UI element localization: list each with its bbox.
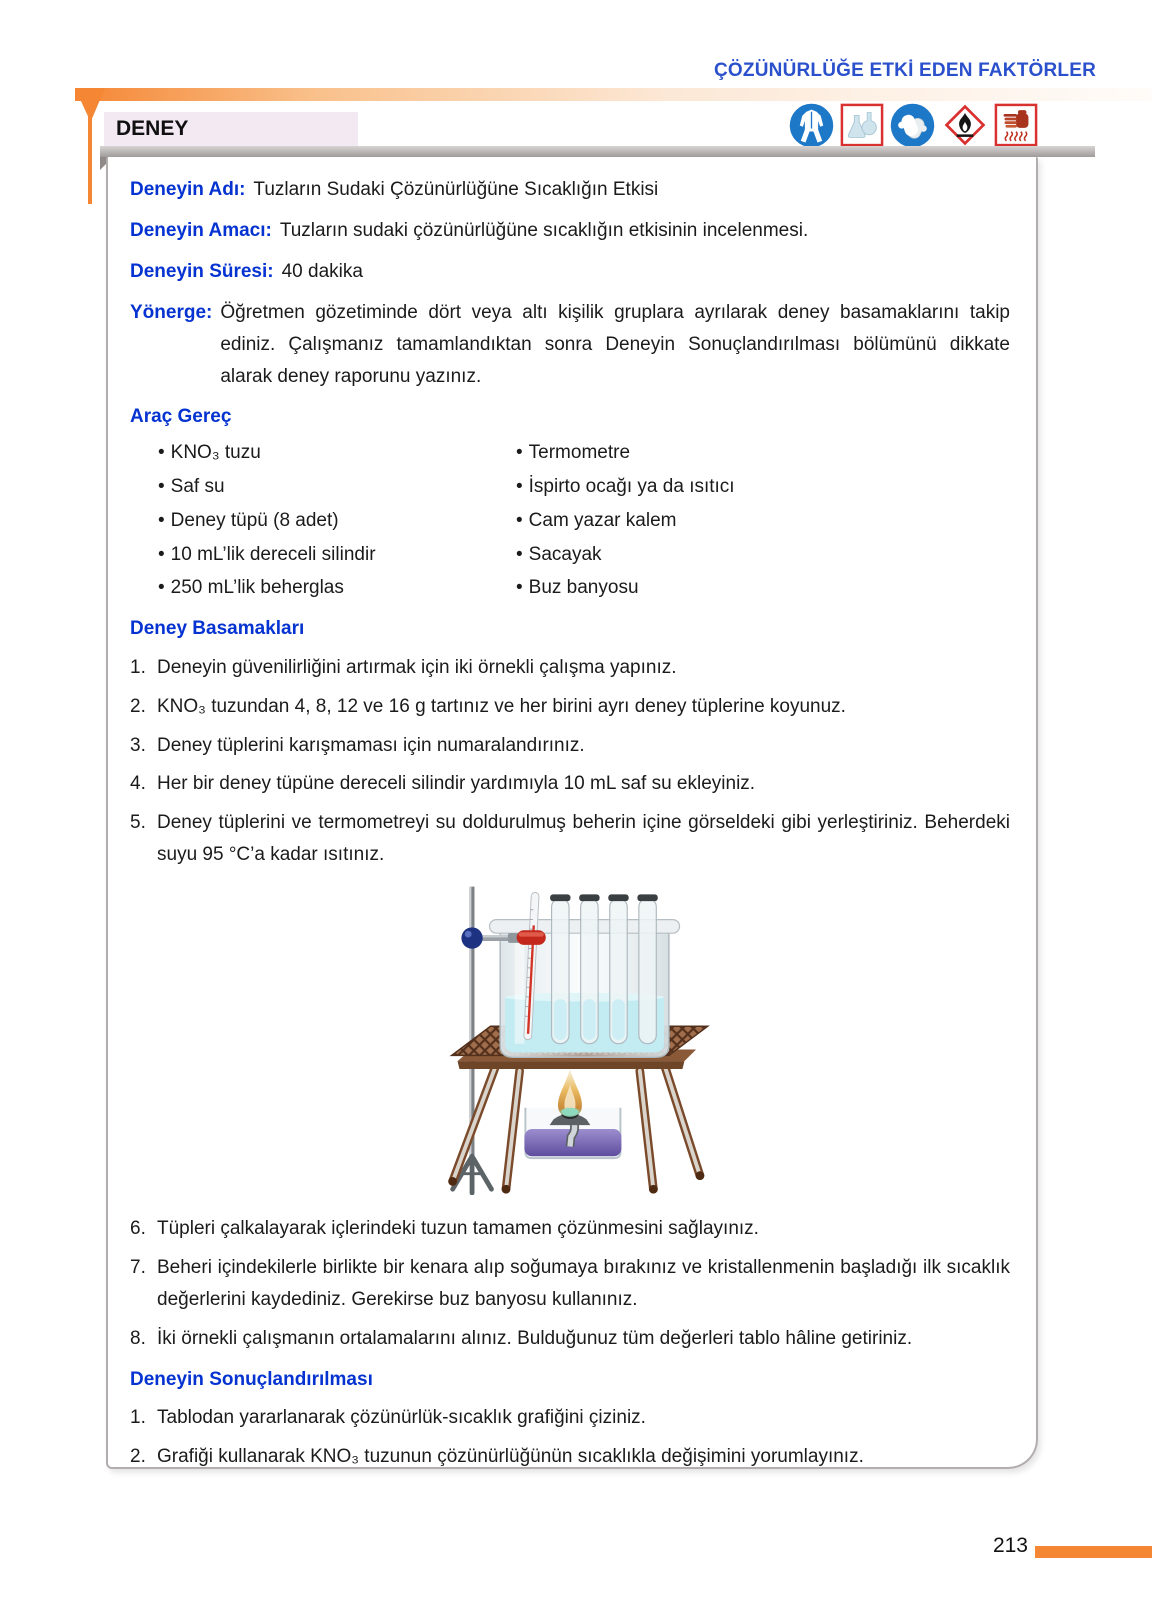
field-experiment-name bbox=[130, 174, 1010, 206]
step-text: Beheri içindekilerle birlikte bir kenara alıp soğumaya bırakınız ve kristallenmenin başladığı ilk sıcaklık değerlerini kaydediniz. Gerekirse buz banyosu kullanınız. bbox=[157, 1257, 1010, 1310]
field-label: Deneyin Adı: bbox=[130, 179, 246, 200]
list-item bbox=[158, 539, 516, 571]
experiment-step bbox=[130, 807, 1010, 871]
list-item-label: 250 mL’lik beherglas bbox=[170, 577, 344, 599]
bullet: • bbox=[516, 543, 523, 565]
bullet: • bbox=[158, 577, 165, 599]
list-item bbox=[516, 471, 1010, 503]
materials-column-left bbox=[158, 435, 516, 605]
list-item bbox=[158, 505, 516, 537]
list-item-label: Termometre bbox=[528, 441, 631, 463]
materials-list bbox=[130, 435, 1010, 605]
list-item bbox=[158, 471, 516, 503]
experiment-step bbox=[130, 691, 1010, 723]
field-value: Öğretmen gözetiminde dört veya altı kişilik gruplara ayrılarak deney basamaklarını takip ediniz. Çalışmanız tamamlandıktan sonra Deneyin Sonuçlandırılması bölümünü dikkate alarak deney raporunu yazınız. bbox=[220, 301, 1010, 387]
list-item-label: KNO₃ tuzu bbox=[170, 441, 261, 463]
experiment-setup-figure bbox=[411, 875, 729, 1195]
field-experiment-aim bbox=[130, 215, 1010, 247]
header-gradient-bar bbox=[75, 88, 1152, 101]
experiment-step bbox=[130, 1252, 1010, 1316]
list-item-label: Buz banyosu bbox=[528, 577, 639, 599]
section-title-materials: Araç Gereç bbox=[130, 406, 232, 428]
experiment-title-label: DENEY bbox=[116, 117, 189, 140]
field-label: Deneyin Süresi: bbox=[130, 260, 274, 282]
bullet: • bbox=[516, 509, 523, 531]
section-title-conclusion: Deneyin Sonuçlandırılması bbox=[130, 1368, 373, 1390]
list-item bbox=[158, 437, 516, 469]
step-text: Her bir deney tüpüne dereceli silindir yardımıyla 10 mL saf su ekleyiniz. bbox=[157, 773, 756, 795]
bullet: • bbox=[158, 543, 165, 565]
list-item-label: Sacayak bbox=[528, 543, 602, 565]
bullet: • bbox=[516, 475, 523, 497]
field-label: Deneyin Amacı: bbox=[130, 219, 272, 241]
flammable-icon bbox=[941, 101, 989, 149]
step-number: 6. bbox=[130, 1218, 146, 1240]
experiment-step bbox=[130, 1323, 1010, 1355]
glassware-icon bbox=[840, 103, 884, 147]
chapter-header: ÇÖZÜNÜRLÜĞE ETKİ EDEN FAKTÖRLER bbox=[714, 60, 1096, 81]
step-number: 3. bbox=[130, 734, 146, 756]
gloves-icon bbox=[889, 102, 936, 149]
field-value: Tuzların Sudaki Çözünürlüğüne Sıcaklığın Etkisi bbox=[253, 179, 659, 200]
field-value: 40 dakika bbox=[281, 260, 363, 282]
step-text: KNO₃ tuzundan 4, 8, 12 ve 16 g tartınız ve her birini ayrı deney tüplerine koyunuz. bbox=[157, 695, 846, 717]
field-label: Yönerge: bbox=[130, 301, 213, 323]
step-text: Tüpleri çalkalayarak içlerindeki tuzun tamamen çözünmesini sağlayınız. bbox=[157, 1218, 759, 1240]
footer-accent-bar bbox=[1035, 1546, 1152, 1558]
burner-flame bbox=[558, 1069, 582, 1117]
list-item-label: Deney tüpü (8 adet) bbox=[170, 509, 339, 531]
page-number: 213 bbox=[992, 1534, 1028, 1557]
conclusion-step bbox=[130, 1441, 1010, 1473]
step-number: 8. bbox=[130, 1327, 146, 1349]
bullet: • bbox=[158, 475, 165, 497]
step-text: İki örnekli çalışmanın ortalamalarını alınız. Bulduğunuz tüm değerleri tablo hâline getiriniz. bbox=[157, 1327, 913, 1349]
test-tube bbox=[608, 895, 628, 1044]
experiment-step bbox=[130, 652, 1010, 684]
step-number: 1. bbox=[130, 1407, 146, 1429]
bullet: • bbox=[158, 509, 165, 531]
step-text: Deney tüplerini karışmaması için numaralandırınız. bbox=[157, 734, 585, 756]
list-item bbox=[516, 437, 1010, 469]
lab-coat-icon bbox=[788, 102, 835, 149]
step-number: 2. bbox=[130, 1446, 146, 1468]
list-item bbox=[516, 505, 1010, 537]
step-number: 2. bbox=[130, 695, 146, 717]
field-value: Tuzların sudaki çözünürlüğüne sıcaklığın etkisinin incelenmesi. bbox=[279, 219, 809, 241]
step-number: 5. bbox=[130, 812, 146, 834]
experiment-step bbox=[130, 1213, 1010, 1245]
section-title-steps: Deney Basamakları bbox=[130, 618, 305, 640]
bullet: • bbox=[158, 441, 165, 463]
list-item bbox=[158, 572, 516, 604]
step-text: Deney tüplerini ve termometreyi su doldurulmuş beherin içine görseldeki gibi yerleştiriniz. Beherdeki suyu 95 °C’a kadar ısıtınız. bbox=[157, 812, 1010, 866]
step-number: 7. bbox=[130, 1257, 146, 1279]
safety-icons-row bbox=[788, 101, 1038, 149]
materials-column-right bbox=[516, 435, 1010, 605]
list-item bbox=[516, 572, 1010, 604]
step-number: 1. bbox=[130, 656, 146, 678]
step-text: Grafiği kullanarak KNO₃ tuzunun çözünürlüğünün sıcaklıkla değişimini yorumlayınız. bbox=[157, 1446, 864, 1468]
experiment-title-box bbox=[104, 112, 358, 146]
orange-accent-line bbox=[88, 92, 92, 204]
test-tube bbox=[579, 895, 599, 1044]
field-instructions bbox=[130, 297, 1010, 393]
step-number: 4. bbox=[130, 773, 146, 795]
step-text: Tablodan yararlanarak çözünürlük-sıcaklık grafiğini çiziniz. bbox=[157, 1407, 646, 1429]
header-ribbon bbox=[100, 146, 1095, 157]
bullet: • bbox=[516, 577, 523, 599]
experiment-step bbox=[130, 768, 1010, 800]
hot-surface-icon bbox=[994, 103, 1038, 147]
experiment-step bbox=[130, 730, 1010, 762]
test-tube bbox=[637, 895, 657, 1044]
list-item-label: 10 mL’lik dereceli silindir bbox=[170, 543, 376, 565]
list-item bbox=[516, 539, 1010, 571]
list-item-label: Saf su bbox=[170, 475, 225, 497]
field-experiment-duration bbox=[130, 256, 1010, 288]
list-item-label: İspirto ocağı ya da ısıtıcı bbox=[528, 475, 735, 497]
conclusion-step bbox=[130, 1402, 1010, 1434]
step-text: Deneyin güvenilirliğini artırmak için iki örnekli çalışma yapınız. bbox=[157, 656, 677, 678]
test-tube bbox=[550, 895, 570, 1044]
experiment-content-box bbox=[106, 157, 1038, 1469]
list-item-label: Cam yazar kalem bbox=[528, 509, 677, 531]
bullet: • bbox=[516, 441, 523, 463]
